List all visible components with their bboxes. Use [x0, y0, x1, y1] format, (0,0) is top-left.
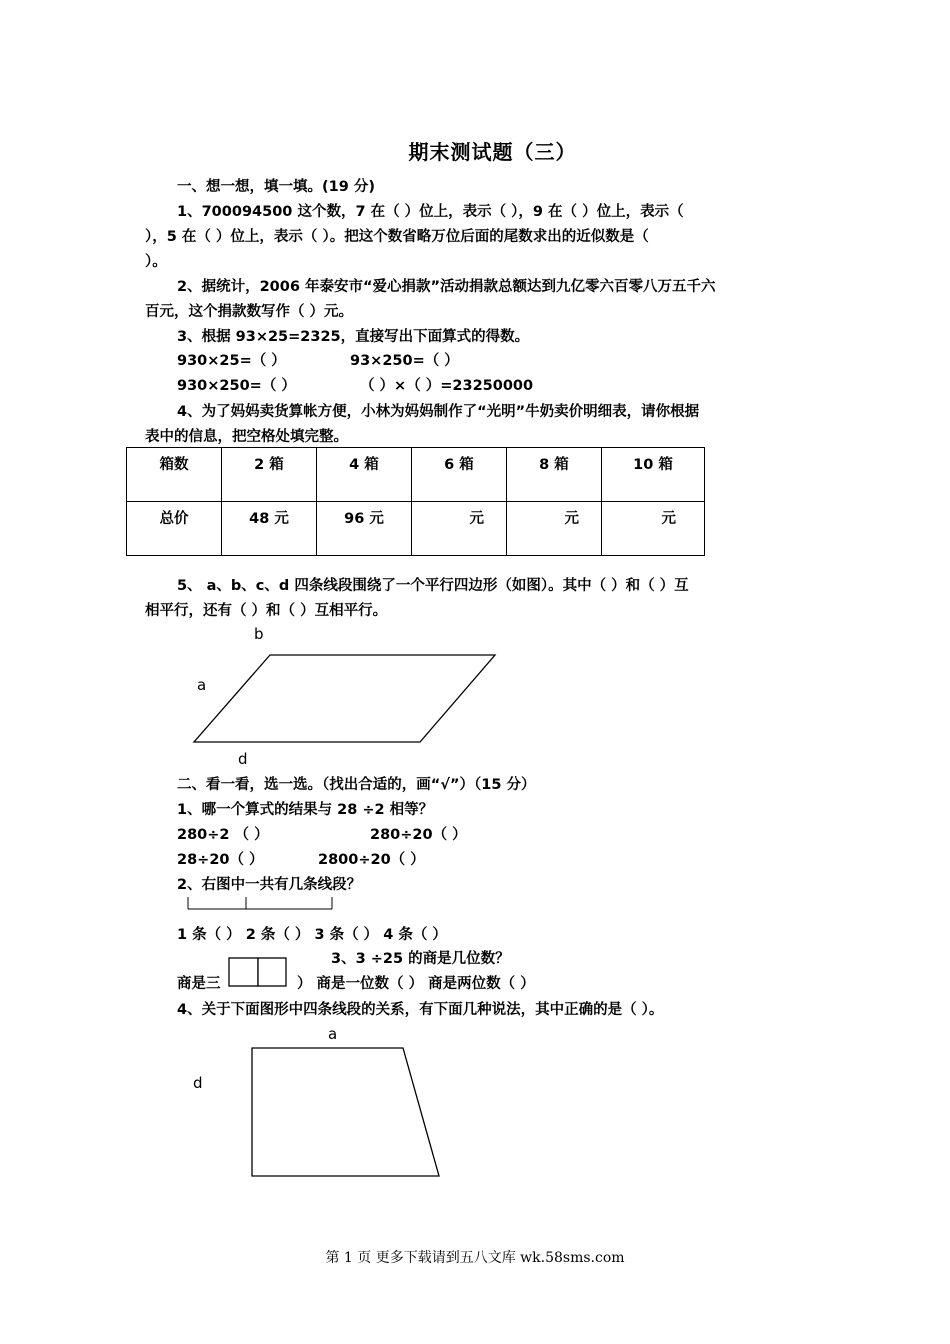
- q1-line2: ），5 在（ ）位上，表示（ ）。把这个数省略万位后面的尾数求出的近似数是（: [145, 229, 649, 245]
- q3-line3b: （ ）×（ ）=23250000: [360, 378, 534, 394]
- table-cell: 元: [507, 502, 602, 556]
- trapezoid-shape: [252, 1048, 439, 1176]
- q4-line1: 4、为了妈妈卖货算帐方便，小林为妈妈制作了“光明”牛奶卖价明细表，请你根据: [177, 404, 700, 420]
- table-cell: 10 箱: [602, 448, 705, 502]
- price-table: [126, 447, 705, 556]
- table-row: [127, 448, 705, 502]
- section1-heading: 一、想一想，填一填。(19 分): [177, 179, 375, 195]
- parallelogram-figure: [190, 650, 500, 746]
- table-cell: 6 箱: [412, 448, 507, 502]
- s2-q3-line1: 3、3 ÷25 的商是几位数？: [331, 951, 510, 967]
- table-cell: 8 箱: [507, 448, 602, 502]
- table-cell: 箱数: [127, 448, 222, 502]
- s2-q1-opt1: 280÷2 （ ）: [177, 827, 269, 843]
- table-cell: 总价: [127, 502, 222, 556]
- q3-line2a: 930×25=（ ）: [177, 353, 286, 369]
- label-d-2: d: [193, 1074, 203, 1092]
- table-cell: 48 元: [222, 502, 317, 556]
- table-cell: 2 箱: [222, 448, 317, 502]
- page-footer: 第 1 页 更多下载请到五八文库 wk.58sms.com: [325, 1250, 625, 1266]
- segments-figure: [186, 895, 336, 913]
- q4-line2: 表中的信息，把空格处填完整。: [145, 429, 348, 445]
- label-d: d: [238, 750, 248, 768]
- digit-box: [229, 958, 258, 986]
- s2-q3-line2b: ） 商是一位数（ ） 商是两位数（ ）: [297, 976, 535, 992]
- s2-q1-opt4: 2800÷20（ ）: [318, 852, 425, 868]
- table-cell: 元: [412, 502, 507, 556]
- section2-heading: 二、看一看，选一选。（找出合适的，画“√”）（15 分）: [177, 777, 536, 793]
- s2-q1-opt2: 280÷20（ ）: [370, 827, 467, 843]
- s2-q3-line2a: 商是三: [177, 976, 221, 992]
- s2-q2-options: 1 条（ ） 2 条（ ） 3 条（ ） 4 条（ ）: [177, 927, 447, 943]
- label-b: b: [254, 625, 264, 643]
- s2-q2-line1: 2、右图中一共有几条线段？: [177, 877, 362, 893]
- table-row: [127, 502, 705, 556]
- s2-q1-line1: 1、哪一个算式的结果与 28 ÷2 相等？: [177, 802, 434, 818]
- digit-box: [258, 958, 286, 986]
- q2-line2: 百元，这个捐款数写作（ ）元。: [145, 304, 354, 320]
- q5-line1: 5、 a、b、c、d 四条线段围绕了一个平行四边形（如图）。其中（ ）和（ ）互: [177, 578, 689, 594]
- trapezoid-figure: [248, 1044, 444, 1180]
- label-a-2: a: [328, 1025, 338, 1043]
- q1-line3: ）。: [145, 254, 167, 270]
- q1-line1: 1、700094500 这个数，7 在（ ）位上，表示（ ），9 在（ ）位上，表示（: [177, 204, 684, 220]
- table-cell: 96 元: [317, 502, 412, 556]
- q3-line3a: 930×250=（ ）: [177, 378, 296, 394]
- s2-q1-opt3: 28÷20（ ）: [177, 852, 264, 868]
- q3-line2b: 93×250=（ ）: [350, 353, 459, 369]
- q3-line1: 3、根据 93×25=2325，直接写出下面算式的得数。: [177, 329, 530, 345]
- table-cell: 元: [602, 502, 705, 556]
- q2-line1: 2、据统计，2006 年泰安市“爱心捐款”活动捐款总额达到九亿零六百零八万五千六: [177, 279, 716, 295]
- digit-boxes: [228, 957, 288, 989]
- page-title: 期末测试题（三）: [408, 140, 577, 164]
- parallelogram-shape: [194, 655, 495, 742]
- s2-q4-line1: 4、关于下面图形中四条线段的关系，有下面几种说法，其中正确的是（ ）。: [177, 1002, 664, 1018]
- label-a: a: [197, 676, 207, 694]
- q5-line2: 相平行，还有（ ）和（ ）互相平行。: [145, 603, 388, 619]
- table-cell: 4 箱: [317, 448, 412, 502]
